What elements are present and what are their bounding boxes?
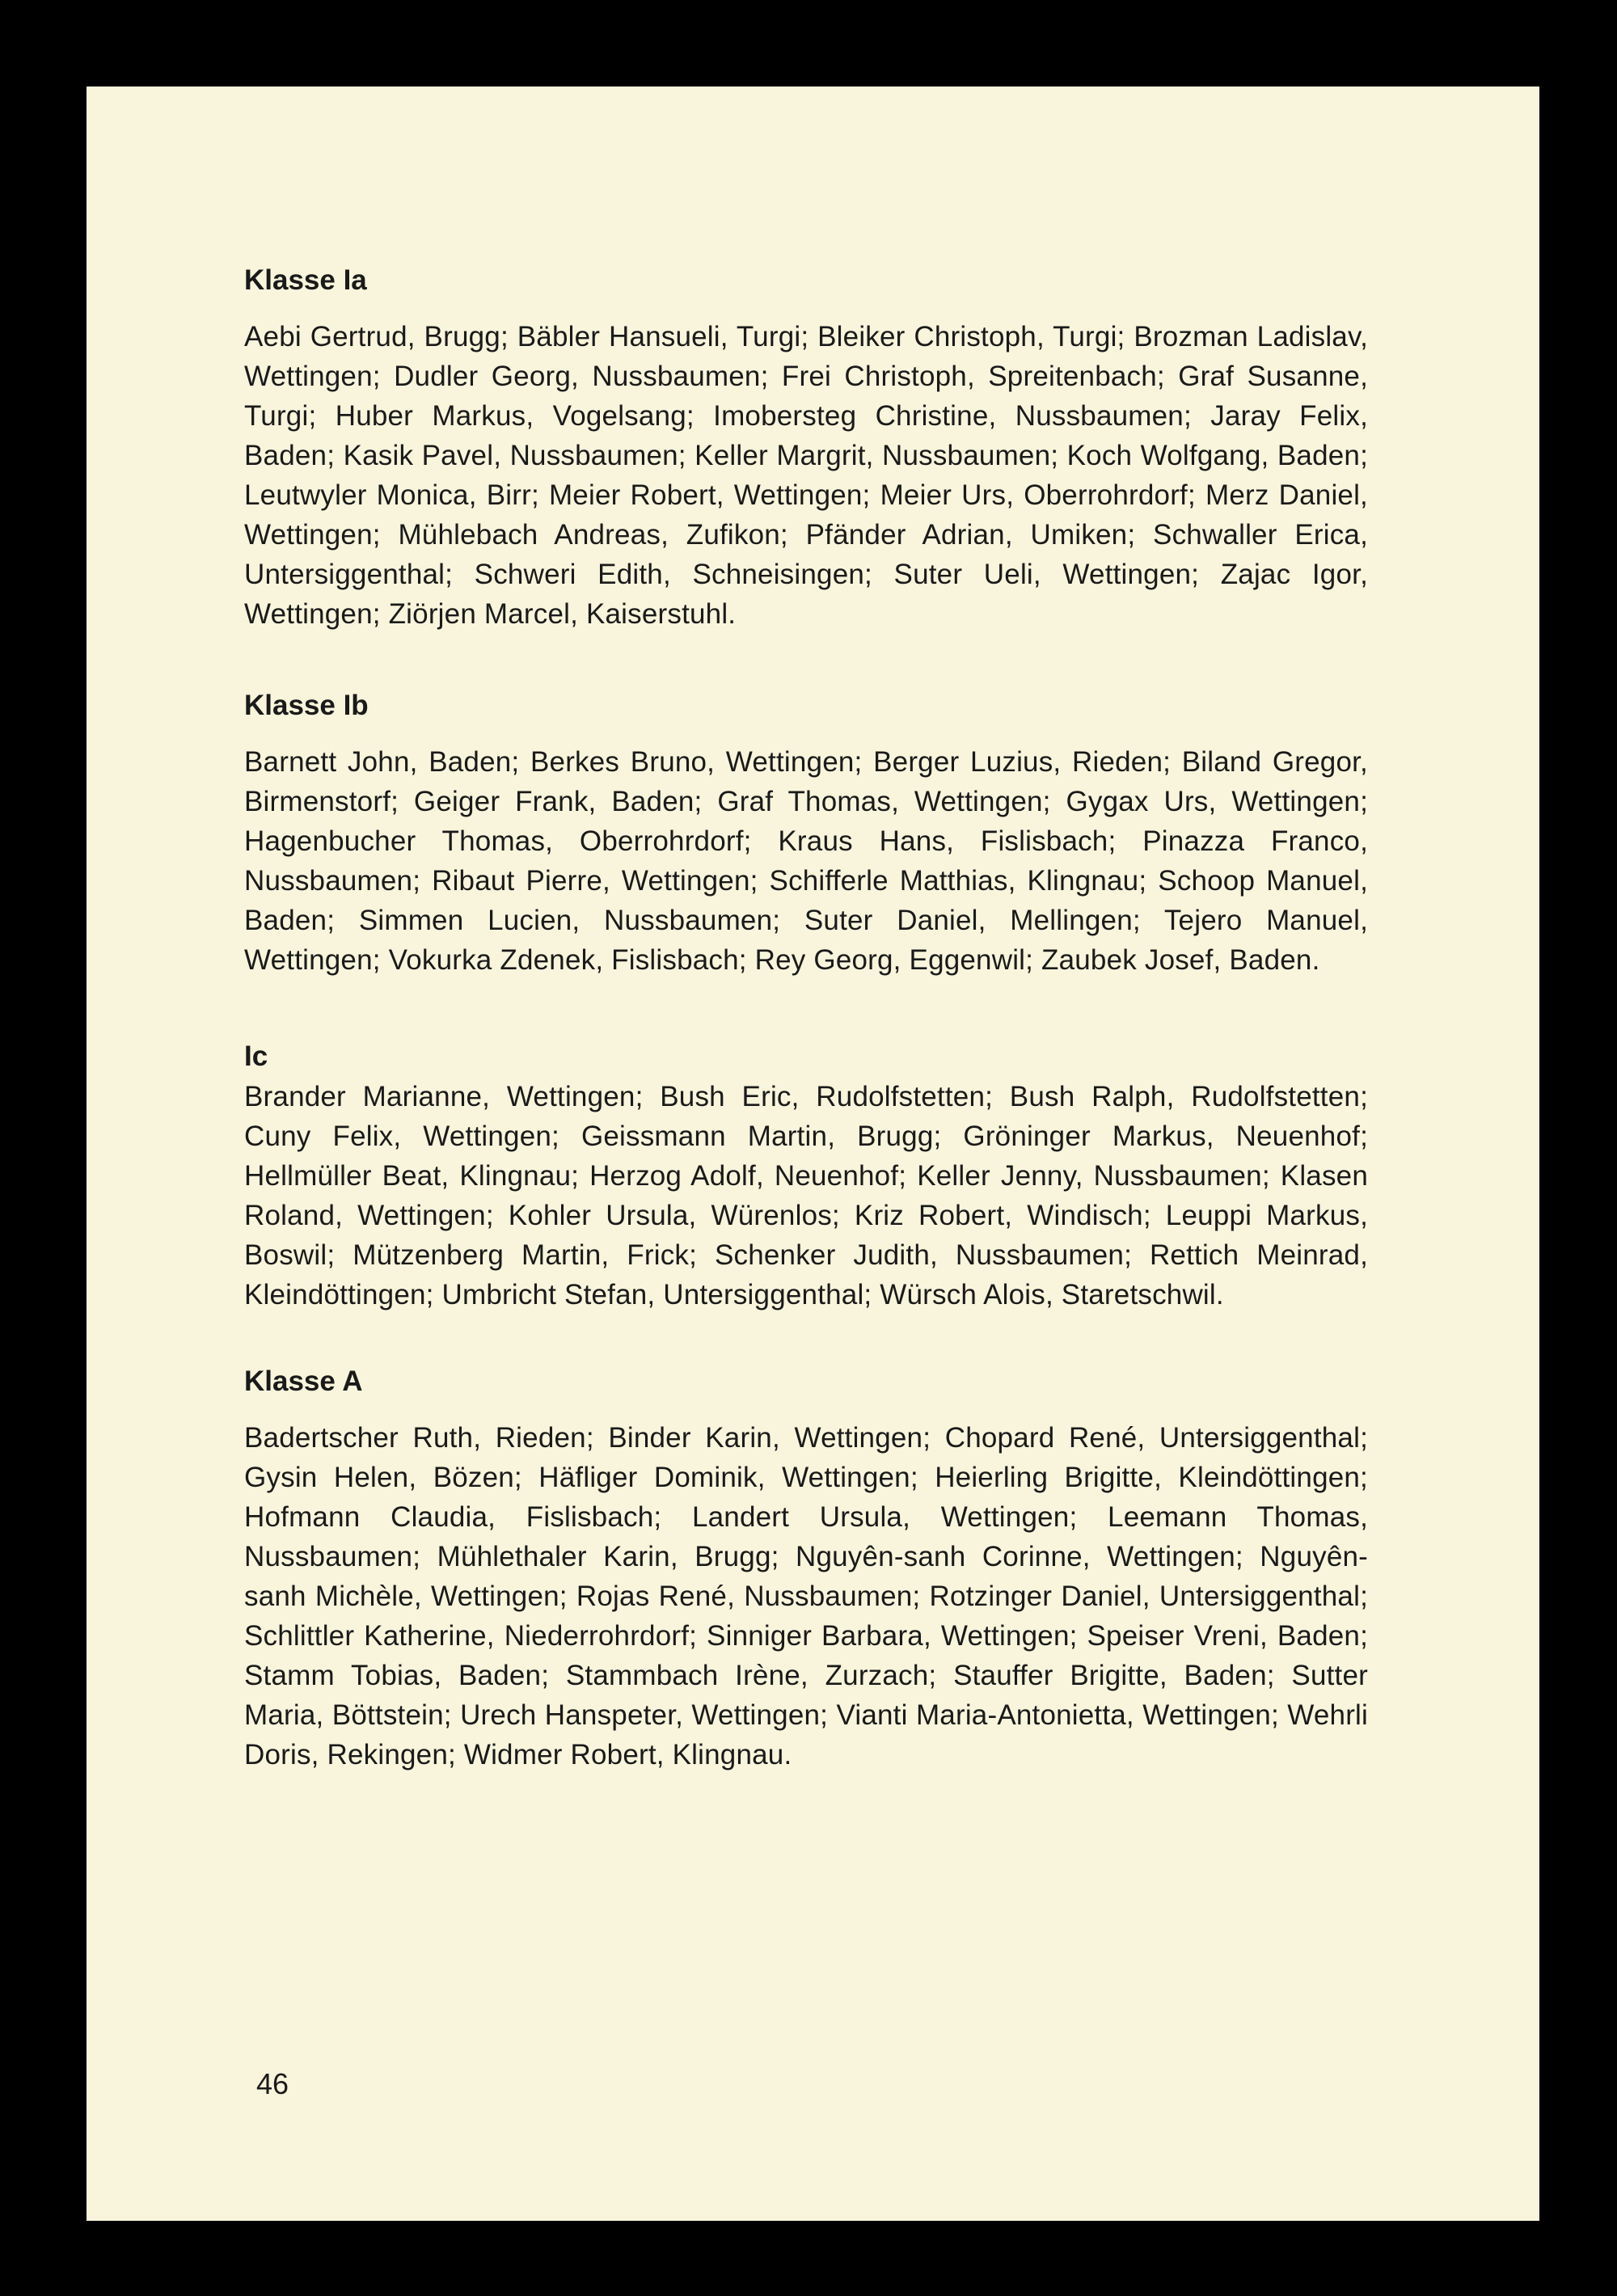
section-body: Brander Marianne, Wettingen; Bush Eric, Rudolfstetten; Bush Ralph, Rudolfstetten; Cuny Felix, Wettingen; Geissmann Martin, Brugg; Gröninger Markus, Neuenhof; Hellmüller Beat, Klingnau; Herzog Adolf, Neuenhof; Keller Jenny, Nussbaumen; Klasen Roland, Wettingen; Kohler Ursula, Würenlos; Kriz Robert, Windisch; Leuppi Markus, Boswil; Mützenberg Martin, Frick; Schenker Judith, Nussbaumen; Rettich Meinrad, Kleindöttingen; Umbricht Stefan, Untersiggenthal; Würsch Alois, Staretschwil.	[244, 1081, 1368, 1310]
page-number: 46	[256, 2067, 289, 2100]
section-body: Barnett John, Baden; Berkes Bruno, Wettingen; Berger Luzius, Rieden; Biland Gregor, Birmenstorf; Geiger Frank, Baden; Graf Thomas, Wettingen; Gygax Urs, Wettingen; Hagenbucher Thomas, Oberrohrdorf; Kraus Hans, Fislisbach; Pinazza Franco, Nussbaumen; Ribaut Pierre, Wettingen; Schifferle Matthias, Klingnau; Schoop Manuel, Baden; Simmen Lucien, Nussbaumen; Suter Daniel, Mellingen; Tejero Manuel, Wettingen; Vokurka Zdenek, Fislisbach; Rey Georg, Eggenwil; Zaubek Josef, Baden.	[244, 746, 1368, 976]
section-heading: Klasse Ib	[244, 690, 369, 721]
section-heading: Ic	[244, 1040, 268, 1072]
section-heading: Klasse Ia	[244, 264, 367, 296]
section-body: Badertscher Ruth, Rieden; Binder Karin, Wettingen; Chopard René, Untersiggenthal; Gysin Helen, Bözen; Häfliger Dominik, Wettingen; Heierling Brigitte, Kleindöttingen; Hofmann Claudia, Fislisbach; Landert Ursula, Wettingen; Leemann Thomas, Nussbaumen; Mühlethaler Karin, Brugg; Nguyên-sanh Corinne, Wettingen; Nguyên-sanh Michèle, Wettingen; Rojas René, Nussbaumen; Rotzinger Daniel, Untersiggenthal; Schlittler Katherine, Niederrohrdorf; Sinniger Barbara, Wettingen; Speiser Vreni, Baden; Stamm Tobias, Baden; Stammbach Irène, Zurzach; Stauffer Brigitte, Baden; Sutter Maria, Böttstein; Urech Hanspeter, Wettingen; Vianti Maria-Antonietta, Wettingen; Wehrli Doris, Rekingen; Widmer Robert, Klingnau.	[244, 1422, 1368, 1771]
section-klasse-ib	[244, 686, 1368, 980]
section-body: Aebi Gertrud, Brugg; Bäbler Hansueli, Turgi; Bleiker Christoph, Turgi; Brozman Ladislav, Wettingen; Dudler Georg, Nussbaumen; Frei Christoph, Spreitenbach; Graf Susanne, Turgi; Huber Markus, Vogelsang; Imobersteg Christine, Nussbaumen; Jaray Felix, Baden; Kasik Pavel, Nussbaumen; Keller Margrit, Nussbaumen; Koch Wolfgang, Baden; Leutwyler Monica, Birr; Meier Robert, Wettingen; Meier Urs, Oberrohrdorf; Merz Daniel, Wettingen; Mühlebach Andreas, Zufikon; Pfänder Adrian, Umiken; Schwaller Erica, Untersiggenthal; Schweri Edith, Schneisingen; Suter Ueli, Wettingen; Zajac Igor, Wettingen; Ziörjen Marcel, Kaiserstuhl.	[244, 321, 1368, 630]
section-klasse-ia	[244, 260, 1368, 634]
document-page	[87, 87, 1539, 2221]
section-heading: Klasse A	[244, 1365, 363, 1397]
document-content	[244, 260, 1368, 1775]
section-klasse-a	[244, 1361, 1368, 1775]
section-ic	[244, 1036, 1368, 1315]
